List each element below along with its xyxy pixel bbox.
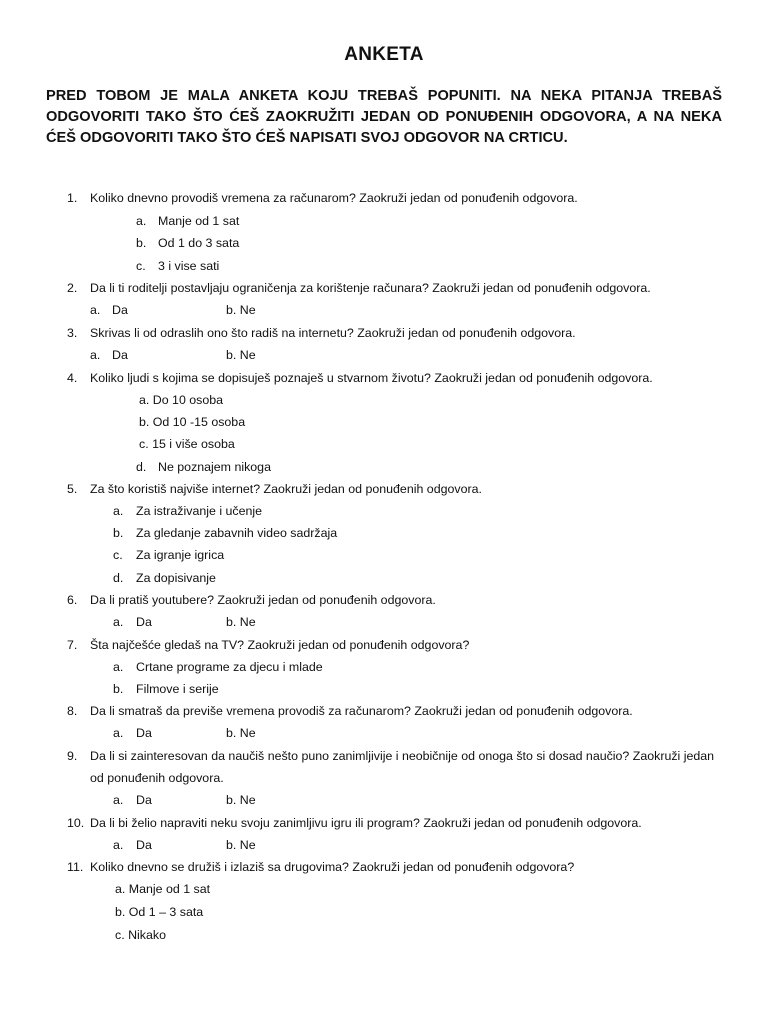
option-text: b. Od 10 -15 osoba (139, 415, 246, 429)
question-number: 1. (67, 191, 78, 205)
option-text: b. Ne (226, 726, 256, 740)
instructions-paragraph: PRED TOBOM JE MALA ANKETA KOJU TREBAŠ POPUNITI. NA NEKA PITANJA TREBAŠ ODGOVORITI TAKO ŠTO ĆEŠ ZAOKRUŽITI JEDAN OD PONUĐENIH ODGOVORA, A NA NEKA ĆEŠ ODGOVORITI TAKO ŠTO ĆEŠ NAPISATI SVOJ ODGOVOR NA CRTICU. (46, 88, 722, 146)
option-label: b. (113, 526, 124, 540)
question-number: 3. (67, 326, 78, 340)
option-text: Za dopisivanje (136, 571, 216, 585)
option-text: 3 i vise sati (158, 259, 220, 273)
option-text: b. Ne (226, 348, 256, 362)
question-text: Za što koristiš najviše internet? Zaokruži jedan od ponuđenih odgovora. (90, 482, 482, 496)
option-label: b. (113, 682, 124, 696)
option-text: Za gledanje zabavnih video sadržaja (136, 526, 338, 540)
option-text: Za istraživanje i učenje (136, 504, 263, 518)
question-text: Da li si zainteresovan da naučiš nešto puno zanimljivije i neobičnije od onoga što si dosad naučio? Zaokruži jedan (90, 749, 715, 763)
question-number: 2. (67, 281, 78, 295)
option-label: a. (113, 504, 124, 518)
option-label: d. (113, 571, 124, 585)
option-text: a. Manje od 1 sat (115, 882, 211, 896)
option-text: Da (136, 838, 152, 852)
question-number: 10. (67, 816, 85, 830)
option-text: c. 15 i više osoba (139, 437, 235, 451)
option-label: a. (113, 838, 124, 852)
option-text: b. Ne (226, 615, 256, 629)
option-text: Ne poznajem nikoga (158, 460, 271, 474)
question-number: 11. (67, 860, 84, 874)
option-label: a. (113, 660, 124, 674)
question-text: od ponuđenih odgovora. (90, 771, 224, 785)
option-label: c. (136, 259, 146, 273)
option-text: Da (112, 303, 128, 317)
question-text: Da li pratiš youtubere? Zaokruži jedan od ponuđenih odgovora. (90, 593, 436, 607)
question-number: 5. (67, 482, 78, 496)
option-label: a. (90, 348, 101, 362)
option-text: b. Ne (226, 303, 256, 317)
question-text: Da li smatraš da previše vremena provodiš za računarom? Zaokruži jedan od ponuđenih odgovora. (90, 704, 633, 718)
page-title: ANKETA (344, 44, 424, 65)
option-text: b. Ne (226, 838, 256, 852)
option-label: a. (113, 793, 124, 807)
question-number: 4. (67, 371, 78, 385)
option-label: b. (136, 236, 147, 250)
option-text: Crtane programe za djecu i mlade (136, 660, 323, 674)
option-text: Da (136, 793, 152, 807)
question-number: 6. (67, 593, 78, 607)
question-text: Koliko ljudi s kojima se dopisuješ poznaješ u stvarnom životu? Zaokruži jedan od ponuđenih odgovora. (90, 371, 653, 385)
option-text: Da (136, 726, 152, 740)
question-text: Da li bi želio napraviti neku svoju zanimljivu igru ili program? Zaokruži jedan od ponuđenih odgovora. (90, 816, 642, 830)
option-text: Za igranje igrica (136, 548, 225, 562)
option-text: b. Ne (226, 793, 256, 807)
option-label: c. (113, 548, 123, 562)
option-label: a. (90, 303, 101, 317)
option-text: Da (136, 615, 152, 629)
question-text: Koliko dnevno provodiš vremena za računarom? Zaokruži jedan od ponuđenih odgovora. (90, 191, 578, 205)
question-text: Šta najčešće gledaš na TV? Zaokruži jedan od ponuđenih odgovora? (90, 638, 470, 652)
option-text: Da (112, 348, 128, 362)
option-label: a. (136, 214, 147, 228)
question-text: Da li ti roditelji postavljaju ograničenja za korištenje računara? Zaokruži jedan od ponuđenih odgovora. (90, 281, 651, 295)
question-number: 7. (67, 638, 78, 652)
option-text: Filmove i serije (136, 682, 219, 696)
option-label: d. (136, 460, 147, 474)
option-text: Od 1 do 3 sata (158, 236, 240, 250)
option-label: a. (113, 726, 124, 740)
option-label: a. (113, 615, 124, 629)
option-text: b. Od 1 – 3 sata (115, 905, 204, 919)
option-text: c. Nikako (115, 928, 166, 942)
option-text: a. Do 10 osoba (139, 393, 224, 407)
option-text: Manje od 1 sat (158, 214, 240, 228)
question-text: Koliko dnevno se družiš i izlaziš sa drugovima? Zaokruži jedan od ponuđenih odgovora? (90, 860, 575, 874)
question-number: 8. (67, 704, 78, 718)
question-text: Skrivas li od odraslih ono što radiš na internetu? Zaokruži jedan od ponuđenih odgovora. (90, 326, 576, 340)
question-number: 9. (67, 749, 78, 763)
